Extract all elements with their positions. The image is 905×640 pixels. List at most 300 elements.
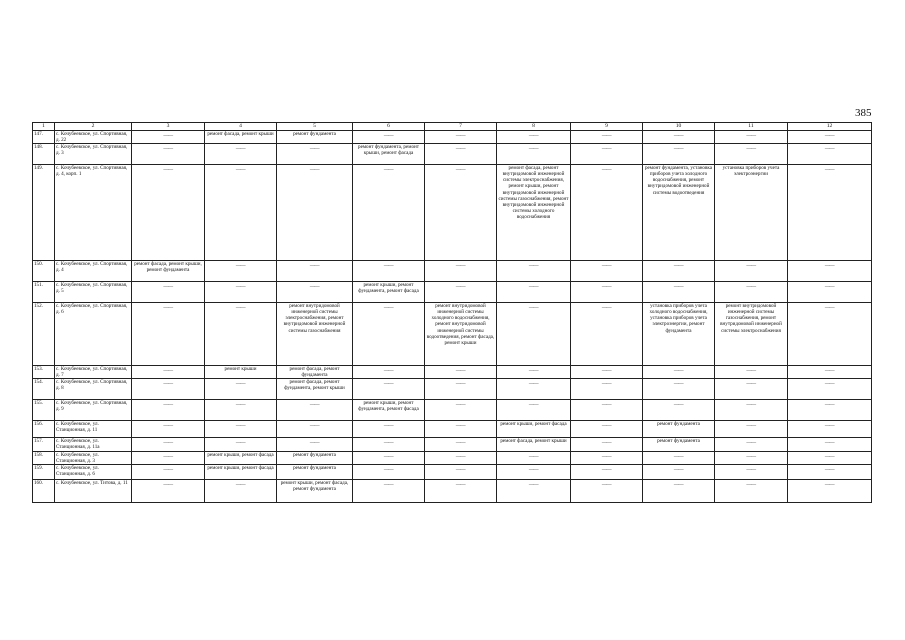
work-cell: ремонт крыши, ремонт фундамента, ремонт фасада: [353, 400, 425, 421]
empty-dash: ——: [824, 133, 835, 139]
empty-dash: ——: [163, 146, 173, 153]
empty-dash: ——: [824, 284, 835, 291]
work-cell: [132, 303, 205, 366]
empty-dash: ——: [746, 440, 756, 447]
work-cell: [132, 438, 205, 451]
work-cell: [643, 144, 715, 165]
empty-dash: ——: [455, 481, 466, 488]
table-row: [33, 479, 872, 502]
work-cell: [788, 261, 872, 282]
table-row: [33, 303, 872, 366]
work-cell: [497, 479, 571, 502]
empty-dash: ——: [383, 133, 394, 139]
empty-dash: ——: [528, 402, 539, 409]
address-cell: с. Кочубеевское, ул. Спортивная, д. 9: [55, 400, 132, 421]
work-cell: [715, 366, 788, 379]
work-cell: [497, 451, 571, 464]
empty-dash: ——: [383, 440, 394, 447]
work-cell: [425, 261, 497, 282]
work-cell: [788, 421, 872, 438]
work-cell: [788, 165, 872, 261]
work-cell: [715, 421, 788, 438]
empty-dash: ——: [383, 381, 394, 388]
column-header: 11: [715, 123, 788, 131]
empty-dash: ——: [455, 133, 466, 139]
table-row: [33, 261, 872, 282]
address-cell: с. Кочубеевское, ул. Спортивная, д. 5: [55, 282, 132, 303]
row-number-cell: 154.: [33, 379, 55, 400]
address-cell: с. Кочубеевское, ул. Спортивная, д. 7: [55, 366, 132, 379]
empty-dash: ——: [455, 381, 466, 388]
empty-dash: ——: [673, 284, 684, 291]
empty-dash: ——: [601, 284, 612, 291]
work-cell: ремонт фундамента: [643, 421, 715, 438]
work-cell: ремонт фундамента: [277, 451, 353, 464]
work-cell: [497, 400, 571, 421]
work-cell: [277, 421, 353, 438]
empty-dash: ——: [824, 440, 835, 447]
empty-dash: ——: [383, 167, 394, 174]
table-row: [33, 464, 872, 479]
work-cell: [425, 144, 497, 165]
work-cell: [277, 144, 353, 165]
work-cell: [571, 451, 643, 464]
work-cell: [643, 451, 715, 464]
work-cell: [353, 451, 425, 464]
empty-dash: ——: [601, 453, 612, 460]
empty-dash: ——: [163, 440, 173, 447]
empty-dash: ——: [528, 453, 539, 460]
empty-dash: ——: [309, 284, 320, 291]
work-cell: [132, 165, 205, 261]
empty-dash: ——: [235, 481, 246, 488]
work-cell: [425, 379, 497, 400]
empty-dash: ——: [528, 466, 539, 473]
work-cell: [353, 464, 425, 479]
work-cell: ремонт фундамента: [277, 464, 353, 479]
row-number-cell: 158.: [33, 451, 55, 464]
empty-dash: ——: [601, 423, 612, 430]
address-cell: с. Кочубеевское, ул. Станционная, д. 11: [55, 421, 132, 438]
empty-dash: ——: [746, 481, 756, 488]
empty-dash: ——: [528, 263, 539, 270]
empty-dash: ——: [163, 466, 173, 473]
column-header: 4: [205, 123, 277, 131]
empty-dash: ——: [309, 440, 320, 447]
empty-dash: ——: [746, 402, 756, 409]
empty-dash: ——: [746, 453, 756, 460]
empty-dash: ——: [163, 381, 173, 388]
empty-dash: ——: [163, 368, 173, 375]
work-cell: [715, 479, 788, 502]
empty-dash: ——: [383, 263, 394, 270]
row-number-cell: 152.: [33, 303, 55, 366]
empty-dash: ——: [528, 481, 539, 488]
empty-dash: ——: [163, 133, 173, 139]
work-cell: [788, 400, 872, 421]
column-header: 1: [33, 123, 55, 131]
work-cell: [353, 379, 425, 400]
work-cell: [571, 165, 643, 261]
empty-dash: ——: [455, 167, 466, 174]
work-cell: ремонт фасада, ремонт крыши, ремонт фундамента: [132, 261, 205, 282]
work-cell: ремонт внутридомовой инженерной системы газоснабжения, ремонт внутридомовой инженерной системы электроснабжения: [715, 303, 788, 366]
work-cell: [571, 421, 643, 438]
empty-dash: ——: [455, 466, 466, 473]
empty-dash: ——: [235, 305, 246, 312]
work-cell: [643, 131, 715, 144]
work-cell: [132, 144, 205, 165]
empty-dash: ——: [309, 423, 320, 430]
empty-dash: ——: [383, 368, 394, 375]
empty-dash: ——: [673, 453, 684, 460]
work-cell: [497, 303, 571, 366]
work-cell: [788, 464, 872, 479]
empty-dash: ——: [673, 402, 684, 409]
address-cell: с. Кочубеевское, ул. Спортивная, д. 4, корп. 1: [55, 165, 132, 261]
work-cell: [643, 261, 715, 282]
empty-dash: ——: [163, 167, 173, 174]
address-cell: с. Кочубеевское, ул. Спортивная, д. 8: [55, 379, 132, 400]
address-cell: с. Кочубеевское, ул. Спортивная, д. 22: [55, 131, 132, 144]
row-number-cell: 159.: [33, 464, 55, 479]
column-header: 3: [132, 123, 205, 131]
empty-dash: ——: [673, 368, 684, 375]
empty-dash: ——: [235, 402, 246, 409]
empty-dash: ——: [824, 466, 835, 473]
empty-dash: ——: [235, 146, 246, 153]
column-header: 10: [643, 123, 715, 131]
empty-dash: ——: [455, 368, 466, 375]
empty-dash: ——: [528, 305, 539, 312]
empty-dash: ——: [455, 440, 466, 447]
work-cell: [715, 400, 788, 421]
work-cell: [277, 165, 353, 261]
empty-dash: ——: [235, 381, 246, 388]
work-cell: ремонт крыши, ремонт фасада: [205, 451, 277, 464]
work-cell: [643, 366, 715, 379]
empty-dash: ——: [528, 146, 539, 153]
empty-dash: ——: [824, 146, 835, 153]
row-number-cell: 147.: [33, 131, 55, 144]
column-header: 12: [788, 123, 872, 131]
work-cell: [715, 438, 788, 451]
work-cell: [571, 479, 643, 502]
row-number-cell: 151.: [33, 282, 55, 303]
work-cell: ремонт фасада, ремонт фундамента: [277, 366, 353, 379]
empty-dash: ——: [746, 423, 756, 430]
empty-dash: ——: [824, 453, 835, 460]
empty-dash: ——: [601, 466, 612, 473]
table-row: [33, 438, 872, 451]
table-row: [33, 144, 872, 165]
work-cell: [205, 165, 277, 261]
work-cell: ремонт фасада, ремонт крыши: [497, 438, 571, 451]
work-cell: [425, 479, 497, 502]
row-number-cell: 156.: [33, 421, 55, 438]
work-cell: [205, 282, 277, 303]
row-number-cell: 155.: [33, 400, 55, 421]
table-row: [33, 366, 872, 379]
work-cell: ремонт внутридомовой инженерной системы холодного водоснабжения, ремонт внутридомовой инженерной системы водоотведения, ремонт фасада, ремонт крыши: [425, 303, 497, 366]
table-row: [33, 379, 872, 400]
work-cell: [277, 400, 353, 421]
work-cell: [715, 379, 788, 400]
empty-dash: ——: [746, 284, 756, 291]
work-cell: [132, 451, 205, 464]
empty-dash: ——: [601, 305, 612, 312]
empty-dash: ——: [163, 481, 173, 488]
work-cell: ремонт фундамента, ремонт крыши, ремонт фасада: [353, 144, 425, 165]
work-cell: [571, 379, 643, 400]
work-cell: [132, 282, 205, 303]
work-cell: [715, 282, 788, 303]
empty-dash: ——: [746, 146, 756, 153]
work-cell: [788, 144, 872, 165]
work-cell: [497, 144, 571, 165]
work-cell: [132, 379, 205, 400]
work-cell: [788, 379, 872, 400]
work-cell: [497, 131, 571, 144]
column-header: 6: [353, 123, 425, 131]
empty-dash: ——: [163, 423, 173, 430]
empty-dash: ——: [528, 133, 539, 139]
empty-dash: ——: [309, 167, 320, 174]
work-cell: [571, 282, 643, 303]
address-cell: с. Кочубеевское, ул. Станционная, д. 11а: [55, 438, 132, 451]
work-cell: [277, 282, 353, 303]
row-number-cell: 150.: [33, 261, 55, 282]
empty-dash: ——: [746, 133, 756, 139]
work-cell: [715, 464, 788, 479]
empty-dash: ——: [528, 368, 539, 375]
work-cell: [277, 438, 353, 451]
work-cell: [571, 464, 643, 479]
work-cell: [788, 131, 872, 144]
work-cell: [643, 464, 715, 479]
empty-dash: ——: [824, 402, 835, 409]
table-row: [33, 165, 872, 261]
empty-dash: ——: [528, 284, 539, 291]
empty-dash: ——: [455, 284, 466, 291]
address-cell: с. Кочубеевское, ул. Спортивная, д. 6: [55, 303, 132, 366]
work-cell: [205, 400, 277, 421]
work-cell: [715, 131, 788, 144]
table-row: [33, 282, 872, 303]
empty-dash: ——: [601, 146, 612, 153]
work-cell: [205, 144, 277, 165]
work-cell: ремонт фасада, ремонт внутридомовой инженерной системы электроснабжения, ремонт крыши, ремонт внутридомовой инженерной системы газоснабжения, ремонт внутридомовой инженерной системы холодного водоснабжения: [497, 165, 571, 261]
work-cell: ремонт фундамента, установка приборов учета холодного водоснабжения, ремонт внутридомовой инженерной системы водоотведения: [643, 165, 715, 261]
row-number-cell: 157.: [33, 438, 55, 451]
work-cell: ремонт фасада, ремонт фундамента, ремонт крыши: [277, 379, 353, 400]
work-cell: [353, 261, 425, 282]
work-cell: [788, 366, 872, 379]
row-number-cell: 153.: [33, 366, 55, 379]
empty-dash: ——: [235, 167, 246, 174]
work-cell: [205, 438, 277, 451]
empty-dash: ——: [601, 368, 612, 375]
empty-dash: ——: [235, 440, 246, 447]
work-cell: [571, 144, 643, 165]
empty-dash: ——: [383, 481, 394, 488]
empty-dash: ——: [824, 167, 835, 174]
empty-dash: ——: [673, 481, 684, 488]
empty-dash: ——: [673, 133, 684, 139]
address-cell: с. Кочубеевское, ул. Станционная, д. 6: [55, 464, 132, 479]
work-cell: [497, 282, 571, 303]
work-cell: ремонт фундамента: [643, 438, 715, 451]
empty-dash: ——: [673, 466, 684, 473]
work-cell: [353, 165, 425, 261]
work-cell: [353, 421, 425, 438]
empty-dash: ——: [455, 146, 466, 153]
work-cell: [132, 464, 205, 479]
work-cell: [788, 282, 872, 303]
empty-dash: ——: [601, 440, 612, 447]
empty-dash: ——: [309, 402, 320, 409]
empty-dash: ——: [383, 305, 394, 312]
work-cell: [788, 303, 872, 366]
work-cell: [497, 261, 571, 282]
work-cell: [571, 400, 643, 421]
work-cell: установка приборов учета холодного водоснабжения, установка приборов учета электроэнергии, ремонт фундамента: [643, 303, 715, 366]
work-cell: [643, 282, 715, 303]
table-row: [33, 400, 872, 421]
empty-dash: ——: [309, 146, 320, 153]
work-cell: [571, 131, 643, 144]
work-cell: [571, 303, 643, 366]
work-cell: [353, 131, 425, 144]
work-cell: [353, 438, 425, 451]
work-cell: [353, 479, 425, 502]
empty-dash: ——: [163, 402, 173, 409]
address-cell: с. Кочубеевское, ул. Станционная, д. 3: [55, 451, 132, 464]
work-cell: [353, 366, 425, 379]
work-cell: [788, 479, 872, 502]
empty-dash: ——: [601, 481, 612, 488]
empty-dash: ——: [673, 146, 684, 153]
work-cell: ремонт фундамента: [277, 131, 353, 144]
empty-dash: ——: [383, 466, 394, 473]
work-cell: ремонт крыши, ремонт фасада: [497, 421, 571, 438]
work-cell: [205, 261, 277, 282]
column-header: 9: [571, 123, 643, 131]
work-cell: ремонт фасада, ремонт крыши: [205, 131, 277, 144]
address-cell: с. Кочубеевское, ул. Титова, д. 11: [55, 479, 132, 502]
work-cell: [205, 421, 277, 438]
work-cell: [497, 379, 571, 400]
work-cell: [425, 131, 497, 144]
work-cell: [425, 165, 497, 261]
work-cell: [353, 303, 425, 366]
empty-dash: ——: [309, 263, 320, 270]
empty-dash: ——: [824, 481, 835, 488]
empty-dash: ——: [746, 368, 756, 375]
work-cell: [132, 131, 205, 144]
empty-dash: ——: [528, 381, 539, 388]
work-cell: [571, 366, 643, 379]
work-cell: [643, 400, 715, 421]
column-header: 2: [55, 123, 132, 131]
empty-dash: ——: [235, 284, 246, 291]
work-cell: [132, 400, 205, 421]
page-number: 385: [855, 107, 872, 119]
empty-dash: ——: [455, 402, 466, 409]
address-cell: с. Кочубеевское, ул. Спортивная, д. 3: [55, 144, 132, 165]
table-body: [33, 131, 872, 503]
empty-dash: ——: [163, 305, 173, 312]
empty-dash: ——: [824, 305, 835, 312]
empty-dash: ——: [824, 368, 835, 375]
work-cell: [643, 479, 715, 502]
empty-dash: ——: [746, 381, 756, 388]
empty-dash: ——: [235, 263, 246, 270]
empty-dash: ——: [163, 453, 173, 460]
empty-dash: ——: [383, 423, 394, 430]
work-cell: [425, 438, 497, 451]
work-cell: ремонт крыши, ремонт фасада: [205, 464, 277, 479]
empty-dash: ——: [383, 453, 394, 460]
table-row: [33, 421, 872, 438]
empty-dash: ——: [824, 381, 835, 388]
repair-schedule-table: [32, 122, 872, 503]
work-cell: установка приборов учета электроэнергии: [715, 165, 788, 261]
empty-dash: ——: [673, 263, 684, 270]
table-row: [33, 451, 872, 464]
work-cell: [132, 479, 205, 502]
work-cell: [425, 464, 497, 479]
empty-dash: ——: [824, 423, 835, 430]
empty-dash: ——: [746, 263, 756, 270]
work-cell: [788, 438, 872, 451]
work-cell: [715, 144, 788, 165]
empty-dash: ——: [601, 263, 612, 270]
work-cell: [425, 282, 497, 303]
work-cell: ремонт крыши: [205, 366, 277, 379]
empty-dash: ——: [601, 167, 612, 174]
work-cell: ремонт внутридомовой инженерной системы электроснабжения, ремонт внутридомовой инженерной системы газоснабжения: [277, 303, 353, 366]
work-cell: [425, 451, 497, 464]
work-cell: [715, 261, 788, 282]
empty-dash: ——: [601, 402, 612, 409]
row-number-cell: 148.: [33, 144, 55, 165]
work-cell: [643, 379, 715, 400]
work-cell: ремонт крыши, ремонт фундамента, ремонт фасада: [353, 282, 425, 303]
work-cell: [425, 366, 497, 379]
empty-dash: ——: [455, 263, 466, 270]
column-header: 7: [425, 123, 497, 131]
table-row: [33, 131, 872, 144]
work-cell: [571, 261, 643, 282]
work-cell: [497, 464, 571, 479]
work-cell: [205, 379, 277, 400]
column-header: 8: [497, 123, 571, 131]
header-row: [33, 123, 872, 131]
empty-dash: ——: [455, 453, 466, 460]
empty-dash: ——: [673, 381, 684, 388]
empty-dash: ——: [455, 423, 466, 430]
work-cell: ремонт крыши, ремонт фасада, ремонт фундамента: [277, 479, 353, 502]
work-cell: [277, 261, 353, 282]
work-cell: [425, 421, 497, 438]
column-header: 5: [277, 123, 353, 131]
empty-dash: ——: [601, 133, 612, 139]
empty-dash: ——: [235, 423, 246, 430]
work-cell: [132, 366, 205, 379]
row-number-cell: 149.: [33, 165, 55, 261]
work-cell: [788, 451, 872, 464]
